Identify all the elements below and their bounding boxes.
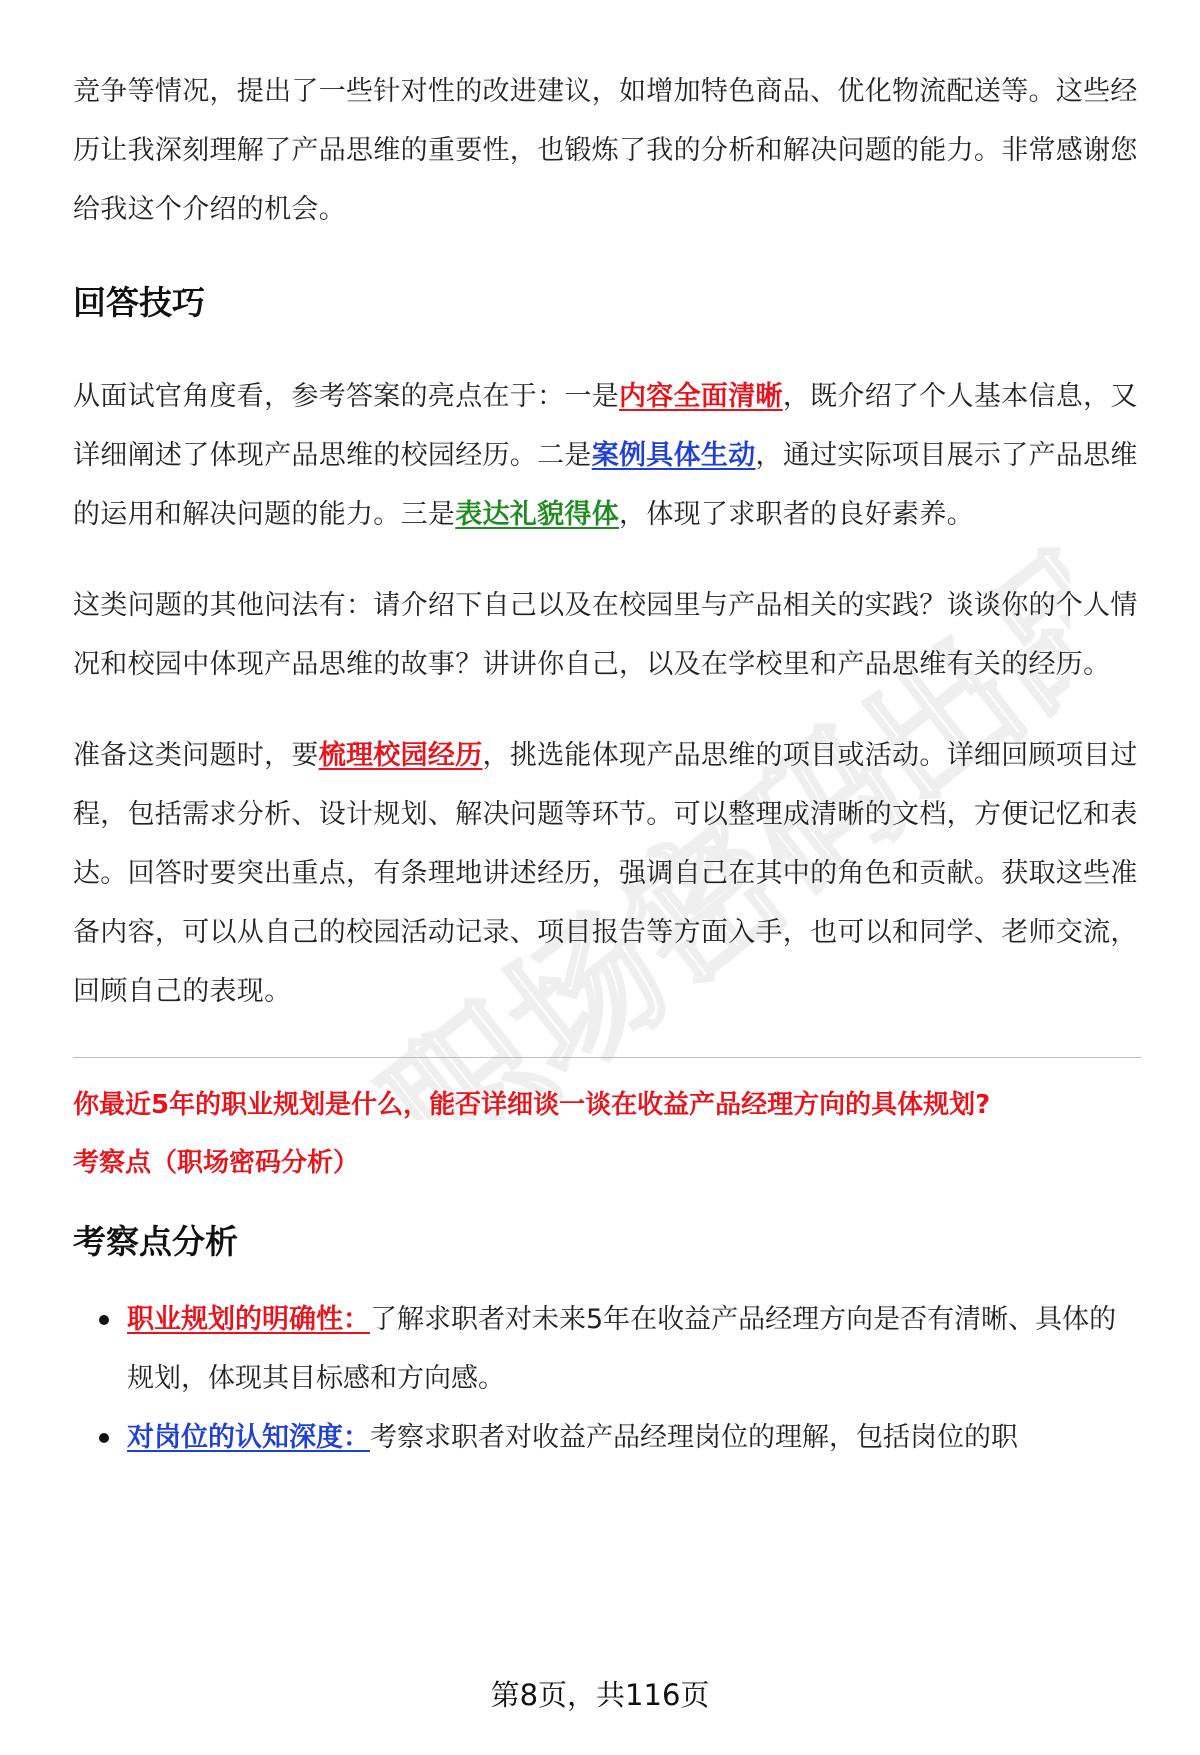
page-number-footer: 第8页，共116页 bbox=[490, 1678, 710, 1712]
tips-p1-text-3: ，通过实际项目展示了产品思维的运用和解决问题的能力。三是 bbox=[73, 440, 1138, 530]
analysis-list bbox=[73, 1290, 1141, 1467]
tips-p3-text-1: 准备这类问题时，要 bbox=[73, 740, 319, 771]
bullet-dot-icon bbox=[99, 1433, 109, 1443]
highlight-case-vivid: 案例具体生动 bbox=[591, 440, 756, 471]
analysis-item-label: 对岗位的认知深度： bbox=[127, 1422, 370, 1453]
question-subtitle: 考察点（职场密码分析） bbox=[73, 1148, 360, 1178]
tips-paragraph-2: 这类问题的其他问法有：请介绍下自己以及在校园里与产品相关的实践？谈谈你的个人情况和校园中体现产品思维的故事？讲讲你自己，以及在学校里和产品思维有关的经历。 bbox=[73, 590, 1138, 680]
highlight-sort-campus-experience: 梳理校园经历 bbox=[318, 740, 483, 771]
tips-paragraph-1 bbox=[73, 367, 1141, 544]
highlight-content-clear: 内容全面清晰 bbox=[619, 381, 783, 412]
section-divider bbox=[73, 1057, 1141, 1058]
tips-paragraph-3 bbox=[73, 726, 1141, 1021]
analysis-item-label: 职业规划的明确性： bbox=[127, 1304, 370, 1335]
question-title: 你最近5年的职业规划是什么，能否详细谈一谈在收益产品经理方向的具体规划? bbox=[73, 1090, 991, 1120]
intro-paragraph-end: 竞争等情况，提出了一些针对性的改进建议，如增加特色商品、优化物流配送等。这些经历让我深刻理解了产品思维的重要性，也锻炼了我的分析和解决问题的能力。非常感谢您给我这个介绍的机会。 bbox=[73, 76, 1138, 225]
tips-p1-text-4: ，体现了求职者的良好素养。 bbox=[619, 499, 974, 530]
analysis-item-text: 了解求职者对未来5年在收益产品经理方向是否有清晰、具体的规划，体现其目标感和方向感。 bbox=[127, 1304, 1117, 1394]
watermark-text: 职场密码出品 bbox=[357, 512, 1070, 1120]
highlight-polite-expression: 表达礼貌得体 bbox=[455, 499, 620, 530]
tips-p1-text-1: 从面试官角度看，参考答案的亮点在于：一是 bbox=[73, 381, 619, 412]
section-heading-analysis: 考察点分析 bbox=[73, 1222, 238, 1261]
analysis-item bbox=[127, 1408, 1141, 1467]
analysis-item-text: 考察求职者对收益产品经理岗位的理解，包括岗位的职 bbox=[370, 1422, 1018, 1453]
bullet-dot-icon bbox=[99, 1315, 109, 1325]
tips-p3-text-2: ，挑选能体现产品思维的项目或活动。详细回顾项目过程，包括需求分析、设计规划、解决问题等环节。可以整理成清晰的文档，方便记忆和表达。回答时要突出重点，有条理地讲述经历，强调自己在其中的角色和贡献。获取这些准备内容，可以从自己的校园活动记录、项目报告等方面入手，也可以和同学、老师交流，回顾自己的表现。 bbox=[73, 740, 1138, 1007]
document-content bbox=[73, 62, 1141, 1467]
tips-p1-text-2: ，既介绍了个人基本信息，又详细阐述了体现产品思维的校园经历。二是 bbox=[73, 381, 1138, 471]
section-heading-tips: 回答技巧 bbox=[73, 283, 205, 322]
analysis-item bbox=[127, 1290, 1141, 1408]
